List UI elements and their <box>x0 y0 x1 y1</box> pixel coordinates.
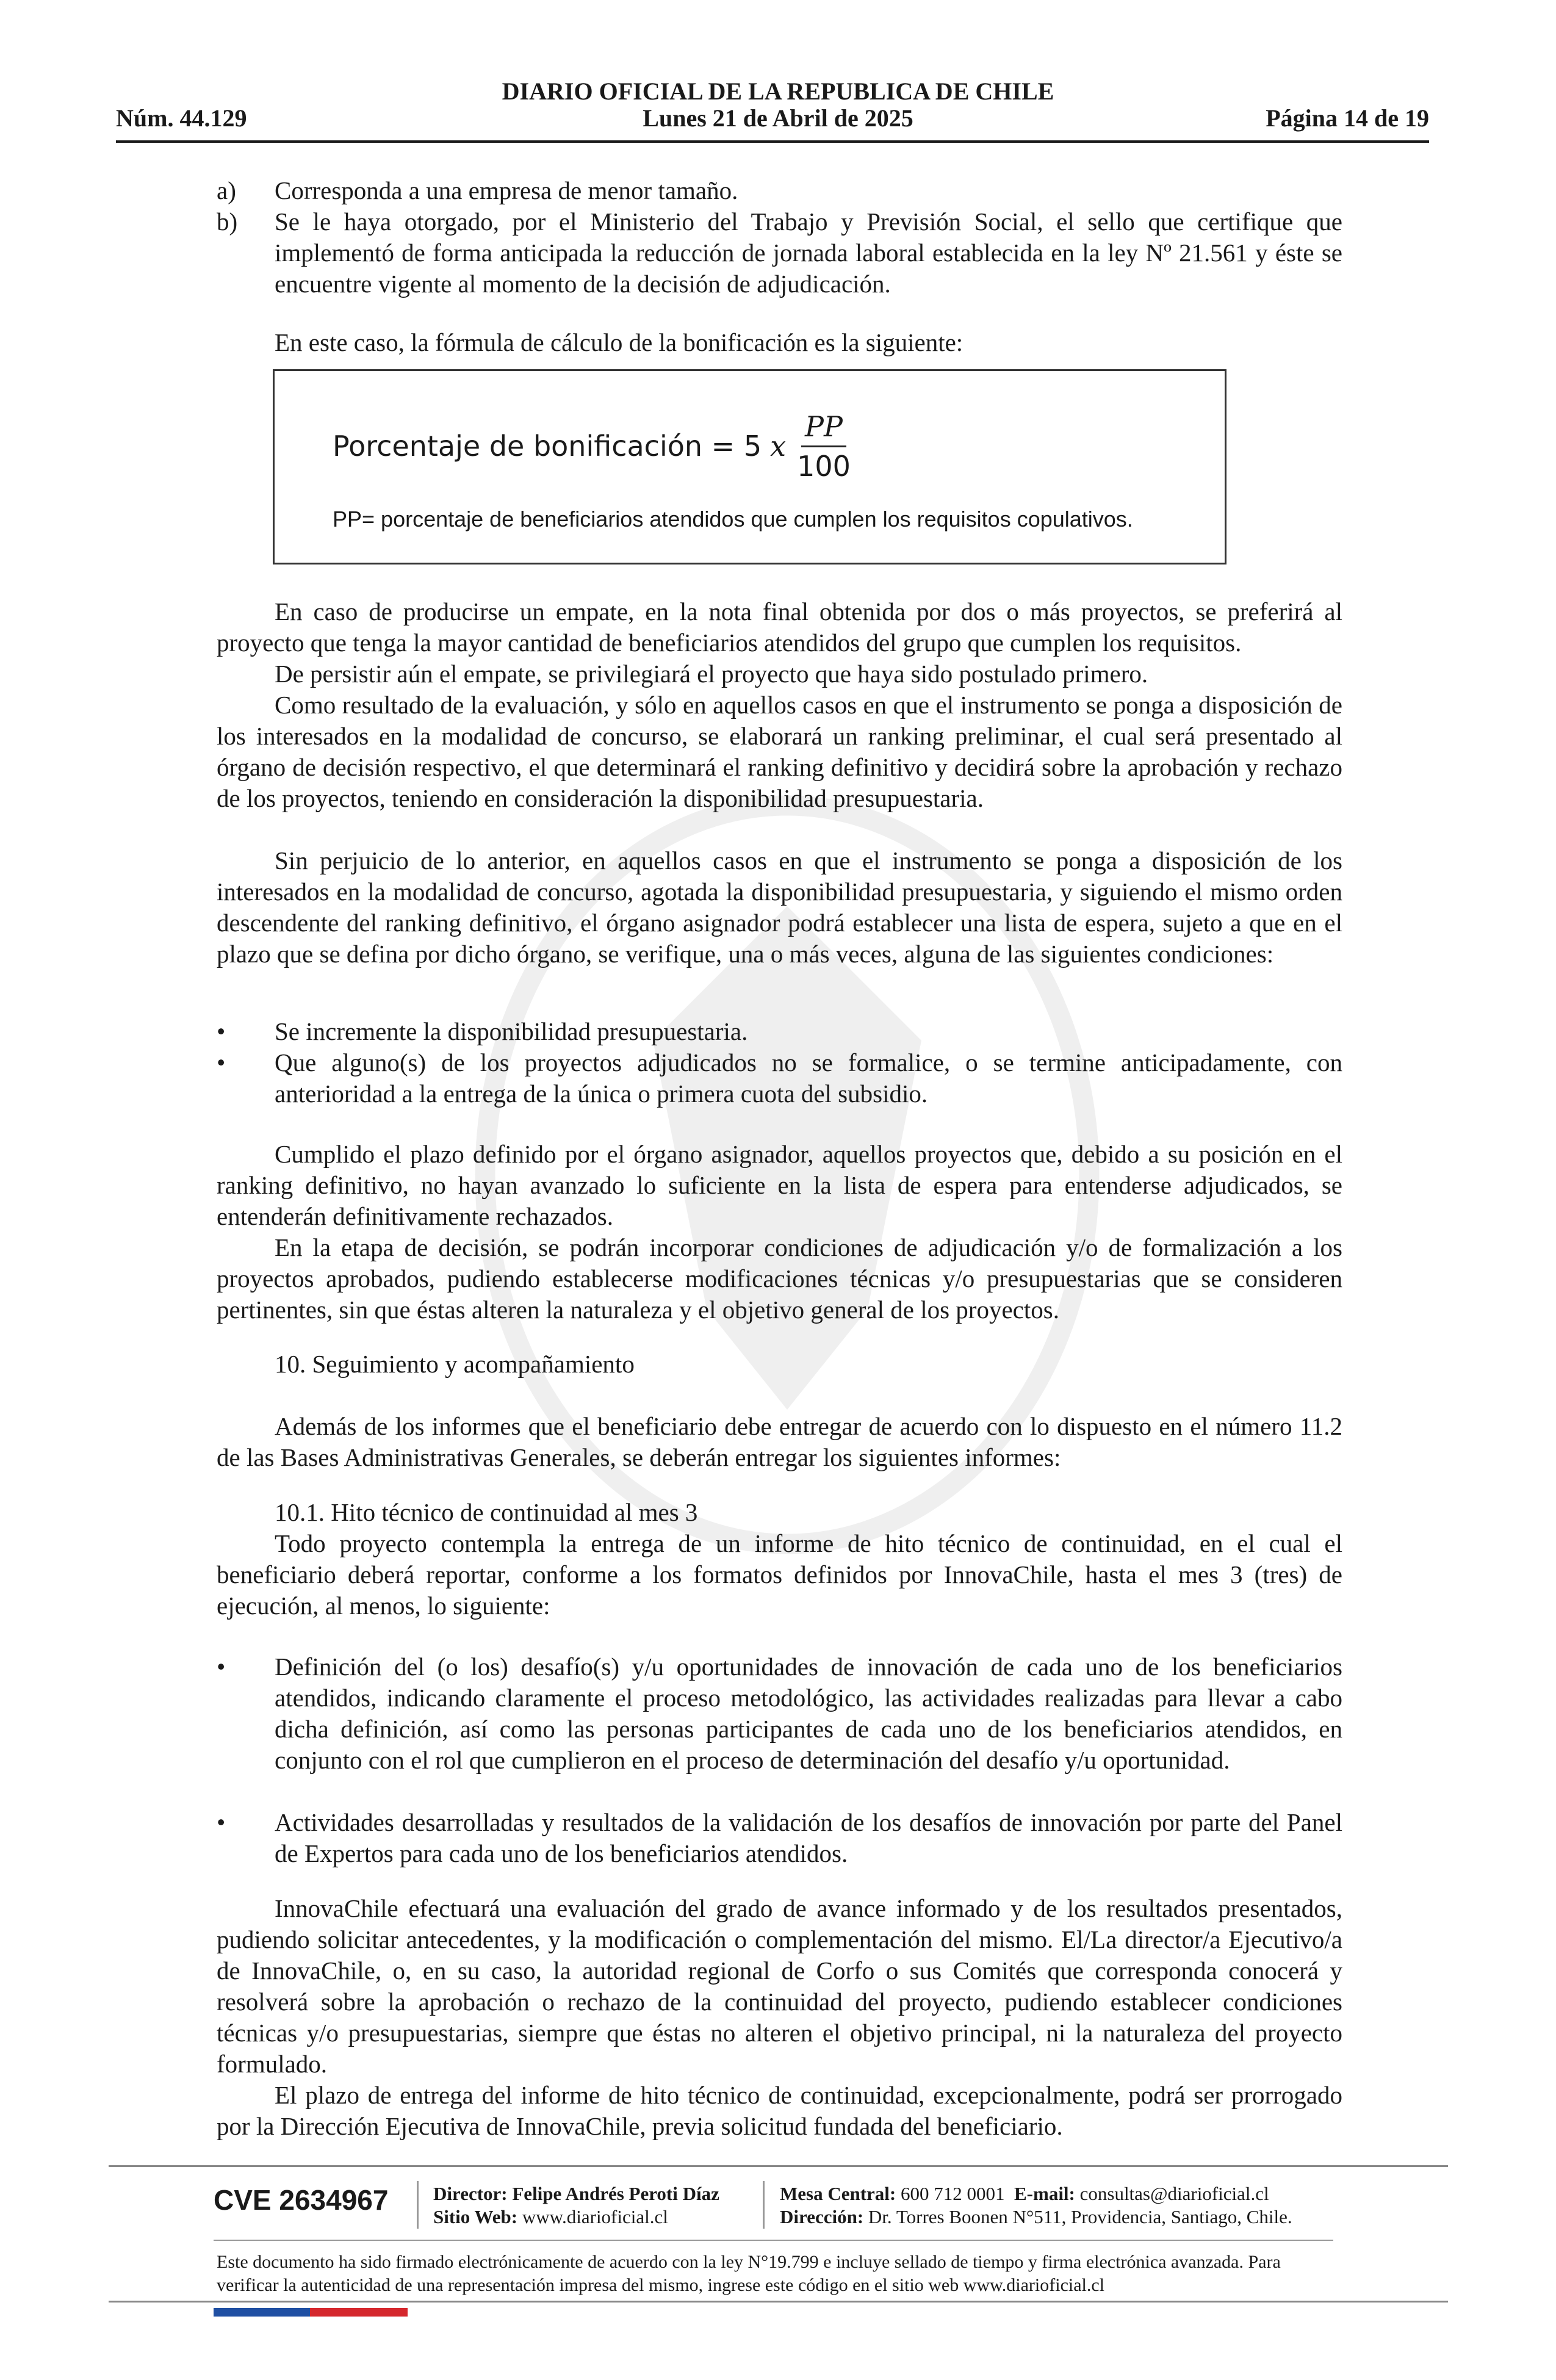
list-item <box>217 1047 1342 1109</box>
footer-director-block <box>433 2182 719 2229</box>
issue-date: Lunes 21 de Abril de 2025 <box>643 104 913 132</box>
address-text: Dr. Torres Boonen N°511, Providencia, Santiago, Chile. <box>868 2206 1292 2227</box>
list-item <box>217 1016 1342 1047</box>
bullet-icon: • <box>217 1808 226 1836</box>
cve-code: CVE 2634967 <box>214 2184 389 2216</box>
subsection-heading: 10.1. Hito técnico de continuidad al mes 3 <box>275 1498 698 1526</box>
paragraph: Cumplido el plazo definido por el órgano asignador, aquellos proyectos que, debido a su posición en el ranking definitivo, no hayan avanzado lo suficiente en la lista de espera para entenderse adjudicados, se entenderán definitivamente rechazados. <box>217 1140 1342 1230</box>
footer-divider <box>214 2240 1333 2241</box>
footer-divider <box>109 2301 1448 2302</box>
formula-denominator: 100 <box>797 449 851 483</box>
list-item-text: Corresponda a una empresa de menor tamaño. <box>275 176 738 204</box>
flag-red-bar <box>310 2308 408 2317</box>
list-marker: b) <box>217 207 238 236</box>
list-item-a <box>217 175 1342 206</box>
footer-contact-block <box>780 2182 1292 2229</box>
paragraph: Todo proyecto contempla la entrega de un informe de hito técnico de continuidad, en el cual el beneficiario deberá reportar, conforme a los formatos definidos por InnovaChile, hasta el mes 3 (tres) de ejecución, al menos, lo siguiente: <box>217 1529 1342 1620</box>
list-item-text: Se le haya otorgado, por el Ministerio del Trabajo y Previsión Social, el sello que certifique que implementó de forma anticipada la reducción de jornada laboral establecida en la ley Nº 21.561 y éste se encuentre vigente al momento de la decisión de adjudicación. <box>275 207 1342 298</box>
footer-legal-note: Este documento ha sido firmado electrónicamente de acuerdo con la ley N°19.799 e incluye sellado de tiempo y firma electrónica avanzada. Para verificar la autenticidad de una representación impresa del mismo, ingrese este código en el sitio web www.diarioficial.cl <box>217 2252 1281 2295</box>
bullet-icon: • <box>217 1653 226 1681</box>
list-item-text: Que alguno(s) de los proyectos adjudicados no se formalice, o se termine anticipadamente, con anterioridad a la entrega de la única o primera cuota del subsidio. <box>275 1048 1342 1108</box>
paragraph: Sin perjuicio de lo anterior, en aquellos casos en que el instrumento se ponga a disposición de los interesados en la modalidad de concurso, agotada la disponibilidad presupuestaria, y siguiendo el mismo orden descendente del ranking definitivo, el órgano asignador podrá establecer una lista de espera, sujeto a que en el plazo que se defina por dicho órgano, se verifique, una o más veces, alguna de las siguientes condiciones: <box>217 846 1342 968</box>
paragraph: De persistir aún el empate, se privilegiará el proyecto que haya sido postulado primero. <box>275 660 1148 688</box>
list-item-text: Actividades desarrolladas y resultados de la validación de los desafíos de innovación por parte del Panel de Expertos para cada uno de los beneficiarios atendidos. <box>275 1808 1342 1867</box>
address-label: Dirección: <box>780 2206 864 2227</box>
email-link[interactable]: consultas@diarioficial.cl <box>1079 2183 1269 2204</box>
formula-definition: PP= porcentaje de beneficiarios atendidos que cumplen los requisitos copulativos. <box>333 507 1133 532</box>
list-item <box>217 1651 1342 1776</box>
formula-operator: x <box>770 430 787 463</box>
formula-intro: En este caso, la fórmula de cálculo de la bonificación es la siguiente: <box>275 328 963 356</box>
footer-separator <box>417 2181 419 2229</box>
paragraph: En la etapa de decisión, se podrán incorporar condiciones de adjudicación y/o de formalización a los proyectos aprobados, pudiendo establecerse modificaciones técnicas y/o presupuestarias que se consideren pertinentes, sin que éstas alteren la naturaleza y el objetivo general de los proyectos. <box>217 1233 1342 1324</box>
phone-number: 600 712 0001 <box>901 2183 1005 2204</box>
paragraph: Además de los informes que el beneficiario debe entregar de acuerdo con lo dispuesto en el número 11.2 de las Bases Administrativas Generales, se deberán entregar los siguientes informes: <box>217 1412 1342 1471</box>
bullet-icon: • <box>217 1017 226 1045</box>
director-label: Director: <box>433 2183 508 2204</box>
list-item <box>217 1807 1342 1869</box>
bullet-icon: • <box>217 1048 226 1076</box>
header-divider <box>116 140 1429 143</box>
footer-separator <box>763 2181 765 2229</box>
paragraph: InnovaChile efectuará una evaluación del grado de avance informado y de los resultados presentados, pudiendo solicitar antecedentes, y la modificación o complementación del mismo. El/La director/a Ejecutivo/a de InnovaChile, o, en su caso, la autoridad regional de Corfo o sus Comités que corresponda conocerá y resolverá sobre la aprobación o rechazo de la continuidad del proyecto, pudiendo establecer condiciones técnicas y/o presupuestarias, siempre que éstas no alteren el objetivo principal, ni la naturaleza del proyecto formulado. <box>217 1894 1342 2078</box>
paragraph: Como resultado de la evaluación, y sólo en aquellos casos en que el instrumento se ponga a disposición de los interesados en la modalidad de concurso, se elaborará un ranking preliminar, el cual será presentado al órgano de decisión respectivo, el que determinará el ranking definitivo y decidirá sobre la aprobación y rechazo de los proyectos, teniendo en consideración la disponibilidad presupuestaria. <box>217 691 1342 812</box>
list-item-b <box>217 206 1342 300</box>
list-marker: a) <box>217 176 236 204</box>
formula-numerator: PP <box>801 410 846 447</box>
formula-label: Porcentaje de bonificación = 5 <box>333 430 762 463</box>
website-link[interactable]: www.diarioficial.cl <box>522 2206 668 2227</box>
website-label: Sitio Web: <box>433 2206 518 2227</box>
director-name: Felipe Andrés Peroti Díaz <box>512 2183 719 2204</box>
gazette-title: DIARIO OFICIAL DE LA REPUBLICA DE CHILE <box>502 78 1054 105</box>
formula-fraction <box>797 410 851 483</box>
list-item-text: Se incremente la disponibilidad presupuestaria. <box>275 1017 748 1045</box>
formula-expression <box>333 400 851 492</box>
phone-label: Mesa Central: <box>780 2183 896 2204</box>
email-label: E-mail: <box>1014 2183 1075 2204</box>
footer-divider <box>109 2165 1448 2167</box>
page-number: Página 14 de 19 <box>1266 104 1429 132</box>
flag-blue-bar <box>214 2308 310 2317</box>
formula-box <box>273 369 1226 564</box>
section-heading: 10. Seguimiento y acompañamiento <box>275 1350 635 1378</box>
issue-number: Núm. 44.129 <box>116 104 247 132</box>
list-item-text: Definición del (o los) desafío(s) y/u oportunidades de innovación de cada uno de los beneficiarios atendidos, indicando claramente el proceso metodológico, las actividades realizadas para llevar a cabo dicha definición, así como las personas participantes de cada uno de los beneficiarios atendidos, en conjunto con el rol que cumplieron en el proceso de determinación del desafío y/u oportunidad. <box>275 1653 1342 1774</box>
paragraph: El plazo de entrega del informe de hito técnico de continuidad, excepcionalmente, podrá ser prorrogado por la Dirección Ejecutiva de InnovaChile, previa solicitud fundada del beneficiario. <box>217 2081 1342 2140</box>
paragraph: En caso de producirse un empate, en la nota final obtenida por dos o más proyectos, se preferirá al proyecto que tenga la mayor cantidad de beneficiarios atendidos del grupo que cumplen los requisitos. <box>217 597 1342 657</box>
